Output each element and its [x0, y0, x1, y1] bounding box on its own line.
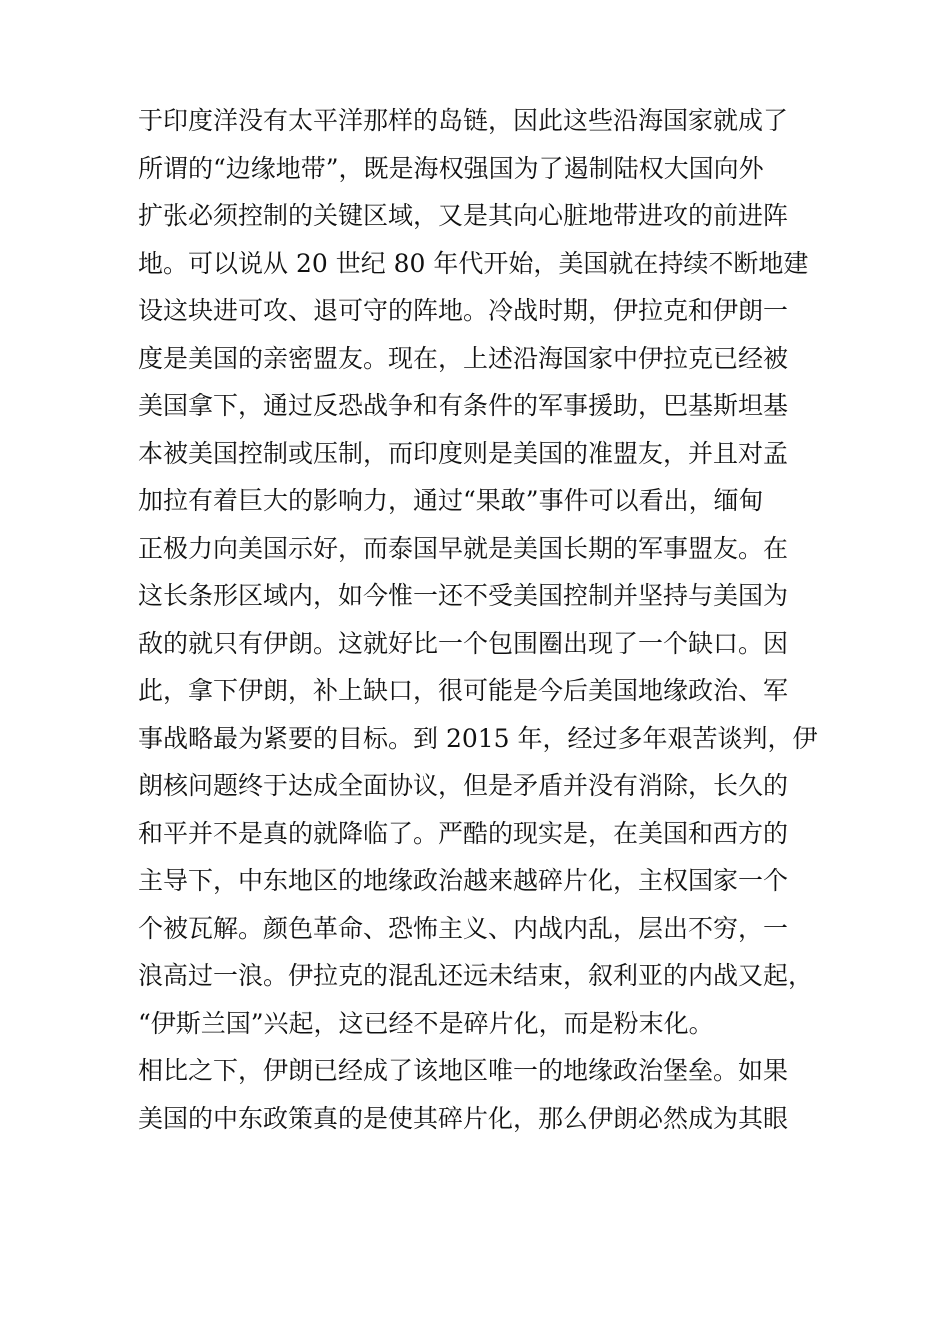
text-line-8: 本被美国控制或压制，而印度则是美国的准盟友，并且对孟: [138, 438, 789, 468]
text-line-3: 扩张必须控制的关键区域，又是其向心脏地带进攻的前进阵: [138, 201, 789, 230]
text-line-6: 度是美国的亲密盟友。现在，上述沿海国家中伊拉克已经被: [138, 343, 789, 373]
text-line-5: 设这块进可攻、退可守的阵地。冷战时期，伊拉克和伊朗一: [138, 296, 789, 325]
text-line-4: 地。可以说从 20 世纪 80 年代开始，美国就在持续不断地建: [138, 248, 809, 278]
text-line-16: 和平并不是真的就降临了。严酷的现实是，在美国和西方的: [138, 818, 789, 848]
text-line-21: 相比之下，伊朗已经成了该地区唯一的地缘政治堡垒。如果: [138, 1056, 789, 1085]
text-line-11: 这长条形区域内，如今惟一还不受美国控制并坚持与美国为: [138, 581, 789, 610]
text-line-22: 美国的中东政策真的是使其碎片化，那么伊朗必然成为其眼: [138, 1103, 789, 1133]
text-line-2: 所谓的“边缘地带”，既是海权强国为了遏制陆权大国向外: [138, 153, 764, 183]
text-line-9: 加拉有着巨大的影响力，通过“果敢”事件可以看出，缅甸: [138, 486, 764, 515]
text-line-15: 朗核问题终于达成全面协议，但是矛盾并没有消除，长久的: [138, 771, 789, 800]
text-line-13: 此，拿下伊朗，补上缺口，很可能是今后美国地缘政治、军: [138, 676, 789, 705]
text-line-20: “伊斯兰国”兴起，这已经不是碎片化，而是粉末化。: [138, 1008, 714, 1038]
text-line-18: 个被瓦解。颜色革命、恐怖主义、内战内乱，层出不穷，一: [138, 913, 789, 943]
body-text: [138, 97, 838, 1142]
text-line-14: 事战略最为紧要的目标。到 2015 年，经过多年艰苦谈判，伊: [138, 723, 818, 753]
text-line-1: 于印度洋没有太平洋那样的岛链，因此这些沿海国家就成了: [138, 106, 789, 135]
text-line-12: 敌的就只有伊朗。这就好比一个包围圈出现了一个缺口。因: [138, 628, 789, 658]
text-line-17: 主导下，中东地区的地缘政治越来越碎片化，主权国家一个: [138, 866, 789, 895]
text-line-19: 浪高过一浪。伊拉克的混乱还远未结束，叙利亚的内战又起，: [138, 961, 814, 990]
text-line-7: 美国拿下，通过反恐战争和有条件的军事援助，巴基斯坦基: [138, 391, 789, 420]
text-line-10: 正极力向美国示好，而泰国早就是美国长期的军事盟友。在: [138, 533, 789, 563]
